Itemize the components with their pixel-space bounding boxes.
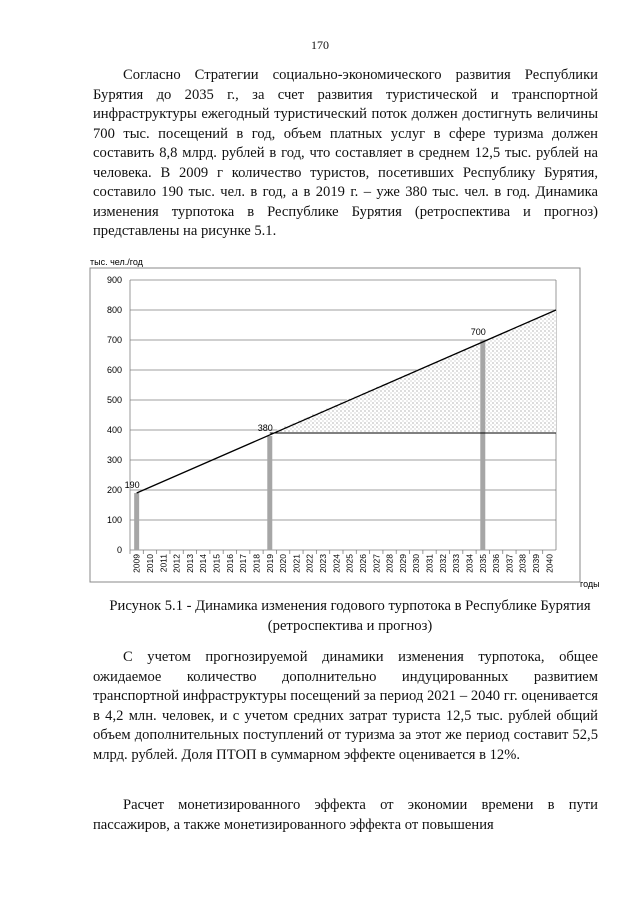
x-tick-label: 2031 [424, 554, 435, 573]
x-tick-label: 2018 [251, 554, 262, 573]
x-tick-label: 2030 [411, 554, 422, 573]
x-tick-label: 2025 [344, 554, 355, 573]
x-tick-label: 2009 [131, 554, 142, 573]
bar-2019 [267, 436, 272, 550]
y-tick-label: 100 [106, 515, 122, 525]
x-tick-label: 2026 [357, 554, 368, 573]
y-axis-unit-label: тыс. чел./год [90, 257, 143, 267]
x-tick-label: 2013 [184, 554, 195, 573]
bar-2009 [134, 493, 139, 550]
x-tick-label: 2015 [211, 554, 222, 573]
paragraph-calculation: Расчет монетизированного эффекта от экономии времени в пути пассажиров, а также монетизированного эффекта от повышения [93, 797, 598, 833]
paragraph-strategy: Согласно Стратегии социально-экономического развития Республики Бурятия до 2035 г., за счет развития туристической и транспортной инфраструктуры ежегодный туристический поток должен достигнуть величины 700 тыс. посещений в год, объем платных услуг в сфере туризма должен составить 8,8 млрд. рублей в год, что составляет в среднем 12,5 тыс. рублей на человека. В 2009 г количество туристов, посетивших Республику Бурятия, составило 190 тыс. чел. в год, а в 2019 г. – уже 380 тыс. чел. в год. Динамика изменения турпотока в Республике Бурятия (ретроспектива и прогноз) представлены на рисунке 5.1. [93, 67, 598, 239]
x-tick-label: 2034 [464, 554, 475, 573]
x-tick-label: 2038 [517, 554, 528, 573]
x-tick-label: 2039 [531, 554, 542, 573]
data-label-2009: 190 [124, 480, 140, 490]
x-tick-label: 2012 [171, 554, 182, 573]
x-tick-label: 2023 [318, 554, 329, 573]
x-tick-label: 2032 [437, 554, 448, 573]
caption-line-2: (ретроспектива и прогноз) [267, 617, 433, 634]
x-tick-label: 2024 [331, 554, 342, 573]
page-number: 170 [311, 38, 329, 52]
x-tick-label: 2019 [264, 554, 275, 573]
y-tick-label: 600 [106, 365, 122, 375]
x-tick-label: 2029 [397, 554, 408, 573]
data-label-2035: 700 [470, 327, 486, 337]
y-tick-label: 500 [106, 395, 122, 405]
x-tick-label: 2037 [504, 554, 515, 573]
x-axis-unit-label: годы [580, 579, 600, 589]
x-tick-label: 2028 [384, 554, 395, 573]
bar-2035 [480, 340, 485, 550]
x-tick-label: 2016 [224, 554, 235, 573]
x-tick-label: 2021 [291, 554, 302, 573]
y-tick-label: 700 [106, 335, 122, 345]
x-tick-label: 2036 [491, 554, 502, 573]
tourist-flow-chart [88, 254, 608, 594]
figure-caption [80, 597, 620, 636]
x-tick-label: 2017 [238, 554, 249, 573]
x-tick-label: 2033 [451, 554, 462, 573]
y-tick-label: 400 [106, 425, 122, 435]
x-tick-label: 2010 [144, 554, 155, 573]
data-label-2019: 380 [257, 423, 273, 433]
x-tick-label: 2022 [304, 554, 315, 573]
x-tick-label: 2035 [477, 554, 488, 573]
chart-svg [88, 254, 608, 594]
x-tick-label: 2027 [371, 554, 382, 573]
x-tick-label: 2020 [278, 554, 289, 573]
paragraph-forecast: С учетом прогнозируемой динамики изменения турпотока, общее ожидаемое количество дополнительно индуцированных развитием транспортной инфраструктуры посещений за период 2021 – 2040 гг. оценивается в 4,2 млн. человек, и с учетом средних затрат туриста 12,5 тыс. рублей общий объем дополнительных поступлений от туризма за этот же период составит 52,5 млрд. рублей. Доля ПТОП в суммарном эффекте оценивается в 12%. [93, 649, 598, 763]
x-tick-label: 2040 [544, 554, 555, 573]
x-tick-label: 2014 [198, 554, 209, 573]
y-tick-label: 900 [106, 275, 122, 285]
x-tick-label: 2011 [158, 554, 169, 573]
y-tick-label: 300 [106, 455, 122, 465]
caption-line-1: Рисунок 5.1 - Динамика изменения годового турпотока в Республике Бурятия [109, 598, 591, 614]
y-tick-label: 200 [106, 485, 122, 495]
y-tick-label: 0 [116, 545, 122, 555]
y-tick-label: 800 [106, 305, 122, 315]
